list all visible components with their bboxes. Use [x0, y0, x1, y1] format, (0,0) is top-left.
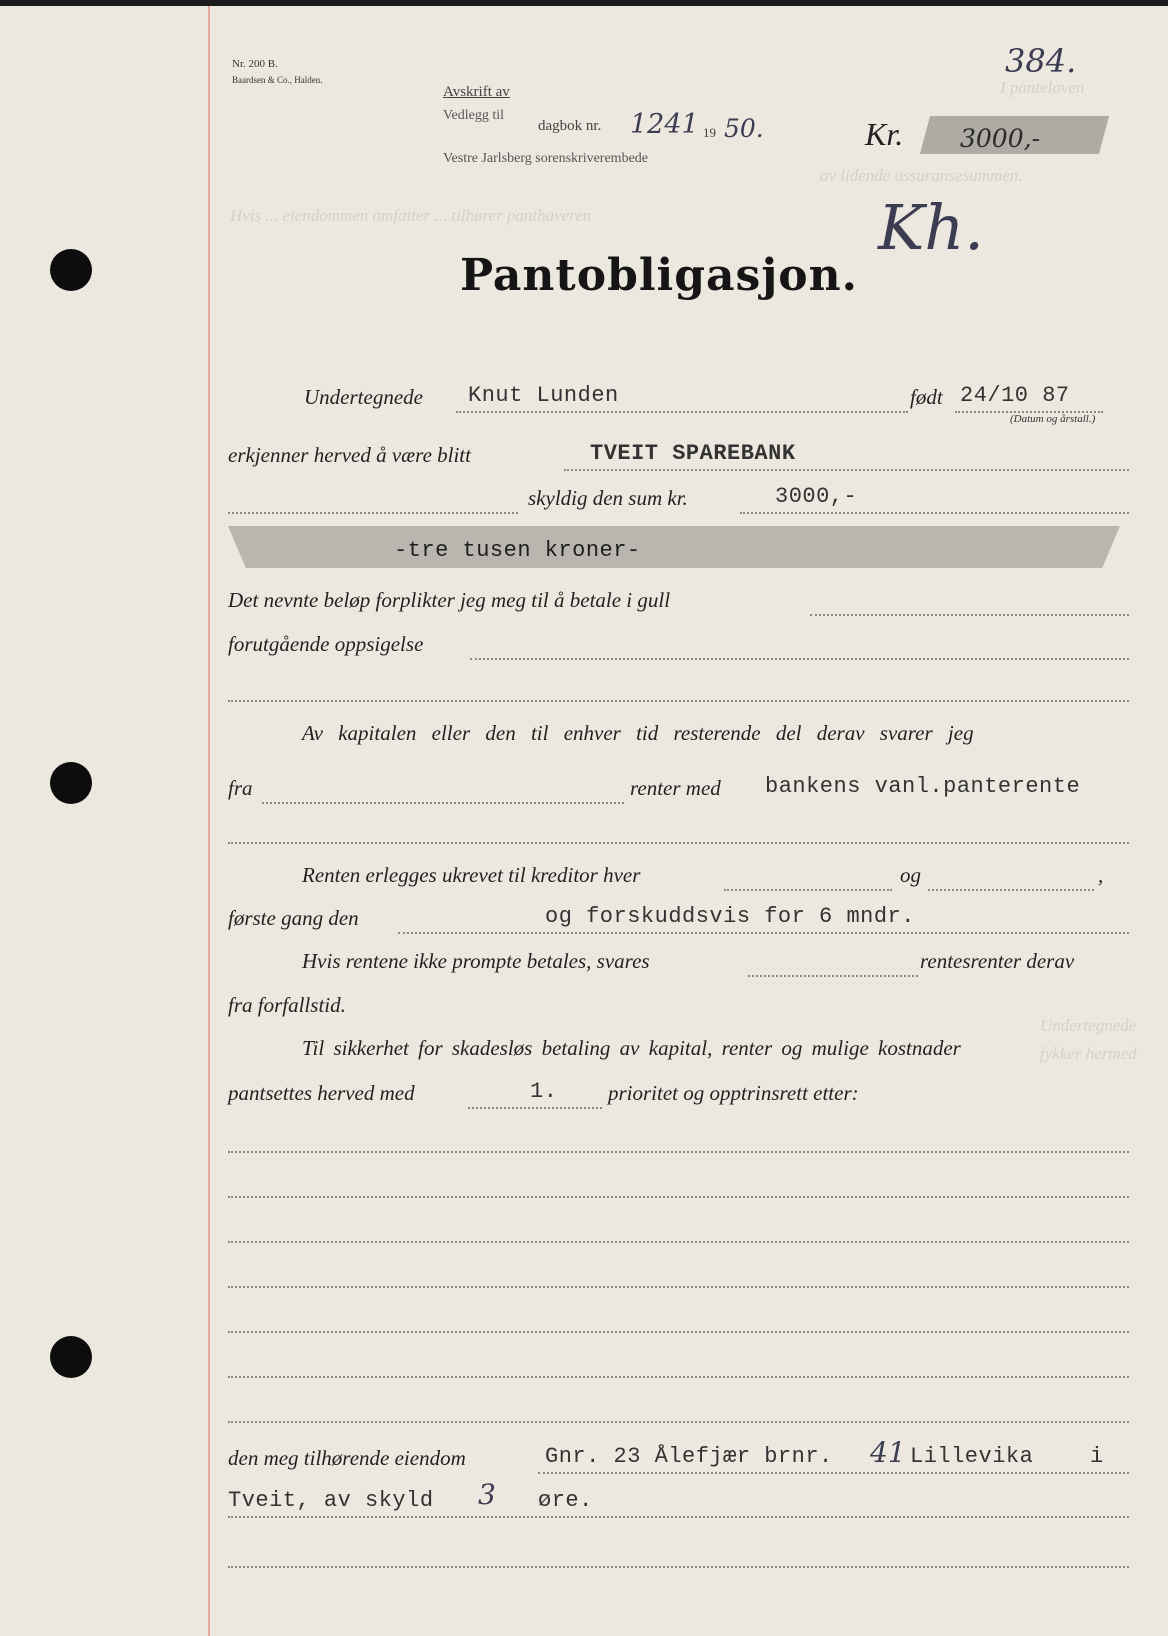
blank-dotted-line-2	[228, 842, 1129, 844]
punch-hole	[50, 1336, 92, 1378]
year-prefix: 19	[703, 125, 716, 140]
stamp-line-2: Vedlegg til	[443, 108, 505, 123]
priority-dotted-line	[468, 1107, 602, 1109]
name-dotted-line	[456, 411, 908, 413]
og-dotted-line	[928, 889, 1094, 891]
forste-gang-label: første gang den	[228, 906, 359, 930]
blank-line-f	[228, 1376, 1129, 1378]
forfallstid-label: fra forfallstid.	[228, 993, 346, 1017]
property-dotted-line-2	[228, 1516, 1129, 1518]
dagbok-label: dagbok nr.	[538, 118, 602, 134]
blank-line-d	[228, 1286, 1129, 1288]
blank-line-g	[228, 1421, 1129, 1423]
sum-dotted-line	[740, 512, 1129, 514]
fodt-label: født	[910, 385, 943, 409]
oppsigelse-dotted-line	[470, 658, 1129, 660]
publisher: Baardsen & Co., Halden.	[232, 75, 323, 85]
property-brnr: 41	[870, 1436, 906, 1469]
priority-value: 1.	[530, 1079, 558, 1104]
renter-med-label: renter med	[630, 776, 721, 800]
sum-words-band	[228, 526, 1120, 568]
gull-dotted-line	[810, 614, 1129, 616]
og-label: og	[900, 863, 921, 887]
stamp-line-3: Vestre Jarlsberg sorenskriverembede	[443, 151, 649, 166]
stamp-line-1: Avskrift av	[443, 84, 510, 100]
blank-line-c	[228, 1241, 1129, 1243]
eiendom-label: den meg tilhørende eiendom	[228, 1446, 466, 1470]
property-name: Lillevika	[910, 1444, 1034, 1469]
kr-amount: 3000,-	[960, 124, 1041, 153]
date-hint: (Datum og årstall.)	[1010, 413, 1096, 425]
forskuddsvis-text: og forskuddsvis for 6 mndr.	[545, 904, 915, 929]
margin-line	[208, 6, 210, 1636]
hvis-clause: Hvis rentene ikke prompte betales, svares	[302, 949, 650, 973]
rentesrenter-label: rentesrenter derav	[920, 949, 1075, 973]
oppsigelse-clause: forutgående oppsigelse	[228, 632, 424, 656]
property-skyld: 3	[478, 1478, 496, 1511]
hvis-dotted-line	[748, 975, 918, 977]
debtor-name: Knut Lunden	[468, 383, 619, 408]
skyldig-label: skyldig den sum kr.	[528, 486, 688, 510]
prioritet-label: prioritet og opptrinsrett etter:	[608, 1081, 859, 1105]
property-location: Tveit, av skyld	[228, 1488, 434, 1513]
comma: ,	[1098, 863, 1104, 887]
fra-dotted-line	[262, 802, 624, 804]
sum-in-words: -tre tusen kroner-	[394, 538, 641, 563]
blank-line-a	[228, 1151, 1129, 1153]
undertegnede-label: Undertegnede	[304, 385, 423, 409]
property-ore: øre.	[538, 1488, 593, 1513]
erkjenner-label: erkjenner herved å være blitt	[228, 443, 471, 467]
erlegges-dotted-line	[724, 889, 892, 891]
document-title: Pantobligasjon.	[460, 250, 858, 301]
creditor-name: TVEIT SPAREBANK	[590, 441, 796, 466]
fra-label: fra	[228, 776, 253, 800]
blank-line-e	[228, 1331, 1129, 1333]
eiendom-dotted-line	[538, 1472, 1129, 1474]
forste-dotted-line	[398, 932, 1129, 934]
erlegges-clause: Renten erlegges ukrevet til kreditor hver	[302, 863, 641, 887]
property-gnr: Gnr. 23 Ålefjær brnr.	[545, 1444, 833, 1469]
sum-amount: 3000,-	[775, 484, 858, 509]
dagbok-number: 1241	[630, 109, 699, 140]
initials-signature: Kh.	[878, 191, 984, 264]
pantsettes-label: pantsettes herved med	[228, 1081, 415, 1105]
year-suffix: 50.	[724, 114, 764, 143]
property-i: i	[1090, 1444, 1104, 1469]
document-page: I panteloven av lidende assuransesummen. Hvis ... eiendommen omfatter ... tilhører panthaveren Undertegnede fykker hermed Nr. 200 B. Baardsen & Co., Halden. Avskrift av Vedlegg til Vestre Jarlsberg sorenskriverembede dagbok nr. 1241 19 50. 384. Kr. 3000,- Kh. Pantobligasjon. Undertegnede Knut Lunden født 24/10 87 (Datum og årstall.) erkjenner herved å være blitt TVEIT SPAREBANK skyldig den sum kr. 3000,- -tre tusen kroner- Det nevnte beløp forplikter jeg meg til å betale i gull forutgående oppsigelse Av kapitalen eller den til enhver tid resterende del derav svarer jeg fra renter med bankens vanl.panterente Renten erlegges ukrevet til kreditor hver og , første gang den og forskuddsvis for 6 mndr. Hvis rentene ikke prompte betales, svares rentesrenter derav fra forfallstid. Til sikkerhet for skadesløs betaling av kapital, renter og mulige kostnader pantsettes herved med 1. prioritet og opptrinsrett etter: den meg tilhørende eiendom Gnr. 23 Ålefjær brnr. 41 Lillevika i Tveit, av skyld 3 øre.	[0, 6, 1168, 1636]
punch-hole	[50, 249, 92, 291]
kapital-clause: Av kapitalen eller den til enhver tid resterende del derav svarer jeg	[302, 721, 974, 745]
gull-clause: Det nevnte beløp forplikter jeg meg til å betale i gull	[228, 588, 671, 612]
blank-line-b	[228, 1196, 1129, 1198]
skyldig-dotted-line	[228, 512, 518, 514]
birth-date: 24/10 87	[960, 383, 1070, 408]
form-number: Nr. 200 B.	[232, 58, 278, 70]
blank-dotted-line	[228, 700, 1129, 702]
kr-label: Kr.	[865, 116, 904, 152]
punch-hole	[50, 762, 92, 804]
final-dotted-line	[228, 1566, 1129, 1568]
page-number: 384.	[1005, 42, 1077, 80]
sikkerhet-clause: Til sikkerhet for skadesløs betaling av kapital, renter og mulige kostnader	[302, 1036, 961, 1060]
creditor-dotted-line	[564, 469, 1129, 471]
interest-rate: bankens vanl.panterente	[765, 774, 1081, 799]
